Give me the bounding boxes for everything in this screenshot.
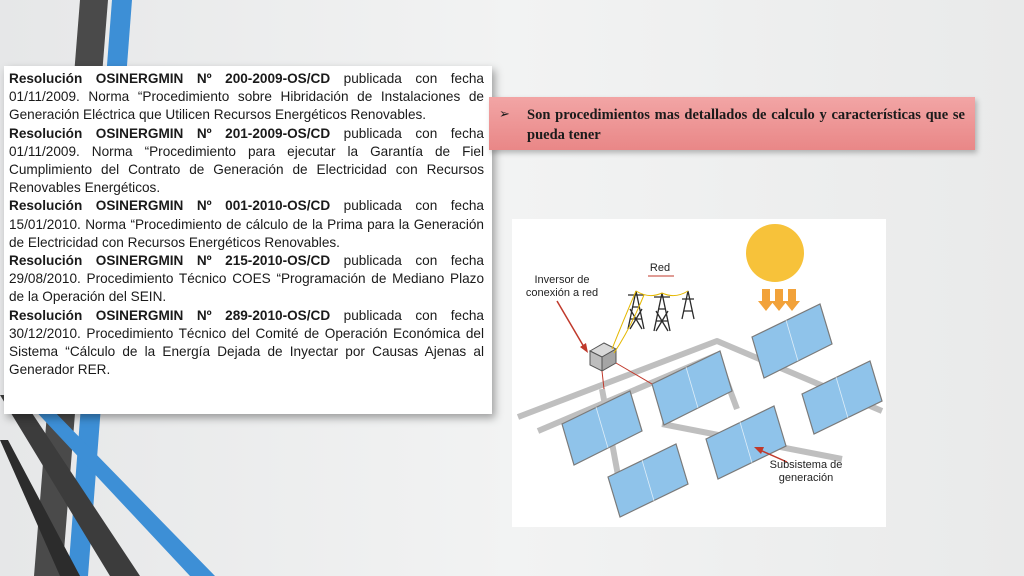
inverter-arrow-icon [557,301,588,353]
resolution-code: Resolución OSINERGMIN Nº 215-2010-OS/CD [9,253,331,269]
resolution-item [9,252,484,307]
solar-panels [562,304,882,517]
solar-system-diagram [512,219,886,527]
resolution-item [9,70,484,125]
resolution-item [9,125,484,198]
resolution-text: publicada con fecha 30/12/2010. Procedimiento Técnico del Comité de Operación Económica del Sistema “Cálculo de la Energía Dejada de Inyectar por Causas Ajenas al Generador RER. [9,307,484,378]
callout-box [489,97,975,150]
sun-icon [746,224,804,282]
resolution-code: Resolución OSINERGMIN Nº 201-2009-OS/CD [9,125,331,141]
resolution-item [9,197,484,252]
callout-text: Son procedimientos mas detallados de calculo y características que se pueda tener [527,107,965,143]
resolution-text: publicada con fecha 15/01/2010. Norma “Procedimiento de cálculo de la Prima para la Generación de Electricidad con Recursos Energéticos Renovables. [9,198,484,250]
resolution-text: publicada con fecha 01/11/2009. Norma “Procedimiento para ejecutar la Garantía de Fiel Cumplimiento del Contrato de Generación de Electricidad con Recursos Renovables Energéticos. [9,125,484,196]
arrow-bullet-icon: ➢ [499,107,510,122]
transmission-tower-icon [628,291,694,331]
sun-rays-icon [758,289,800,311]
power-lines [612,291,688,353]
resolution-text: publicada con fecha 01/11/2009. Norma “Procedimiento sobre Hibridación de Instalaciones de Generación Eléctrica que Utilicen Recursos Energéticos Renovables. [9,71,484,123]
resolution-item [9,307,484,380]
inverter-label: Inversor de conexión a red [525,274,599,299]
regulations-document [4,66,492,414]
resolution-code: Resolución OSINERGMIN Nº 200-2009-OS/CD [9,71,331,86]
resolution-code: Resolución OSINERGMIN Nº 001-2010-OS/CD [9,198,331,214]
grid-label: Red [649,262,671,274]
inverter-box-icon [590,343,616,371]
resolution-code: Resolución OSINERGMIN Nº 289-2010-OS/CD [9,307,331,323]
resolution-text: publicada con fecha 29/08/2010. Procedimiento Técnico COES “Programación de Mediano Plazo de la Operación del SEIN. [9,253,484,305]
subsystem-label: Subsistema de generación [769,459,843,484]
